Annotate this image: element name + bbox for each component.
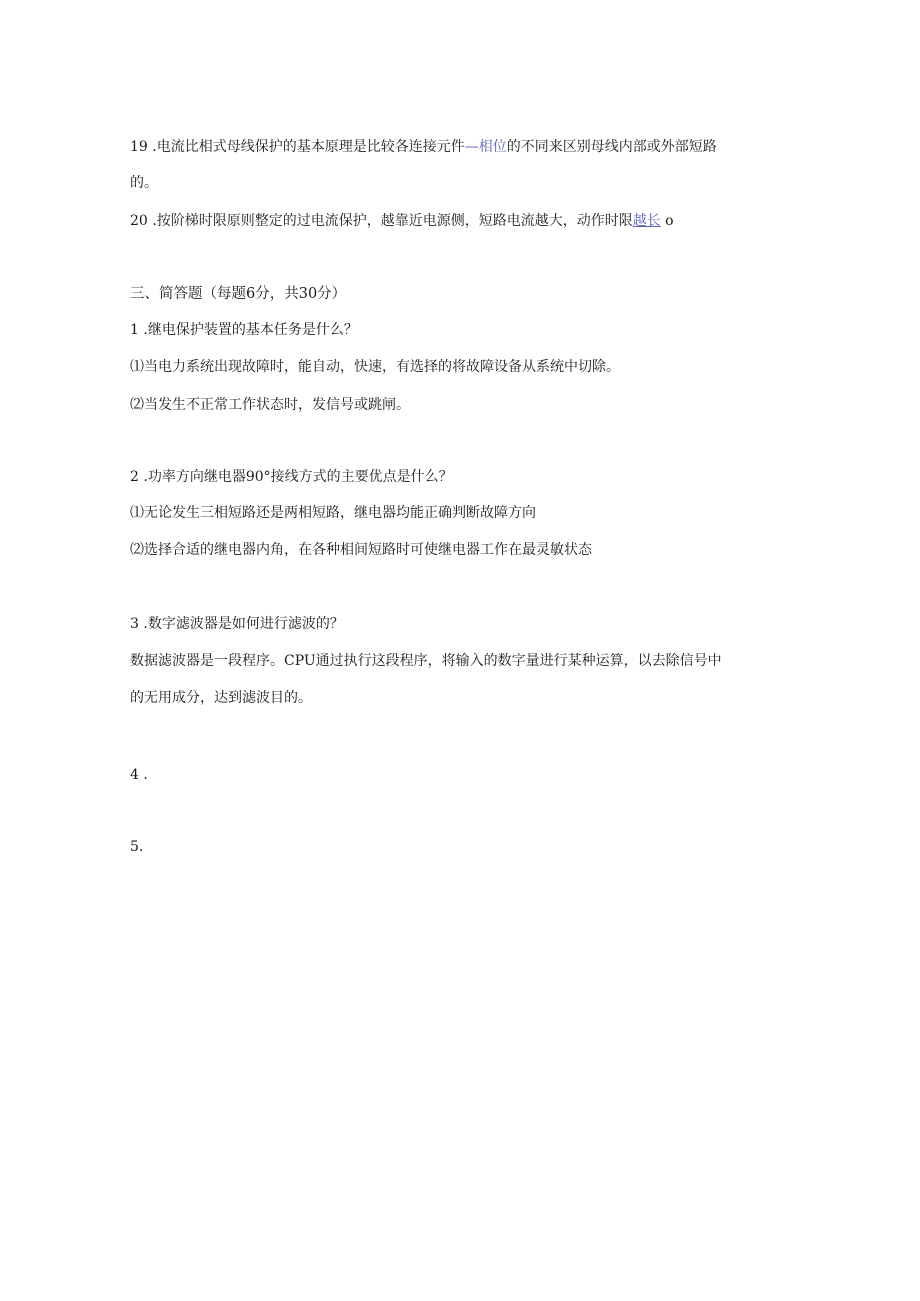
question-text: .数字滤波器是如何进行滤波的？ — [138, 616, 344, 632]
question-19 — [130, 137, 717, 157]
answer-line: ⑴无论发生三相短路还是两相短路，继电器均能正确判断故障方向 — [130, 505, 536, 521]
answer-line: ⑴当电力系统出现故障时，能自动，快速，有选择的将故障设备从系统中切除。 — [130, 359, 620, 375]
answer-line: 的无用成分，达到滤波目的。 — [130, 690, 312, 706]
question-number: 19 — [130, 139, 148, 155]
question-text: . — [138, 767, 148, 783]
answer-line: ⑵选择合适的继电器内角，在各种相间短路时可使继电器工作在最灵敏状态 — [130, 542, 592, 558]
question-number: 5 — [130, 839, 139, 855]
question-number: 2 — [130, 469, 139, 485]
short-question-3 — [130, 614, 344, 634]
short-question-5 — [130, 837, 143, 857]
question-number: 1 — [130, 322, 139, 338]
answer-line: 数据滤波器是一段程序。CPU通过执行这段程序，将输入的数字量进行某种运算，以去除信号中 — [130, 653, 722, 669]
question-number: 4 — [130, 767, 139, 783]
answer-line: ⑵当发生不正常工作状态时，发信号或跳闸。 — [130, 397, 410, 413]
question-text-tail: o — [660, 213, 674, 229]
question-text: .继电保护装置的基本任务是什么？ — [138, 322, 358, 338]
short-question-1 — [130, 320, 358, 340]
question-number: 20 — [130, 213, 148, 229]
question-number: 3 — [130, 616, 139, 632]
short-question-2 — [130, 467, 453, 487]
short-question-4 — [130, 765, 148, 785]
question-19-continuation: 的。 — [130, 175, 158, 191]
question-text: .按阶梯时限原则整定的过电流保护，越靠近电源侧，短路电流越大，动作时限 — [147, 213, 633, 229]
fill-answer: —相位 — [464, 139, 507, 155]
question-text: .功率方向继电器90°接线方式的主要优点是什么？ — [138, 469, 453, 485]
fill-answer: 越长 — [632, 213, 661, 229]
question-text: .电流比相式母线保护的基本原理是比较各连接元件 — [147, 139, 465, 155]
question-text: . — [138, 839, 144, 855]
question-text-tail: 的不同来区别母线内部或外部短路 — [506, 139, 717, 155]
question-20 — [130, 211, 674, 231]
section-heading: 三、简答题（每题6分，共30分） — [130, 286, 347, 302]
